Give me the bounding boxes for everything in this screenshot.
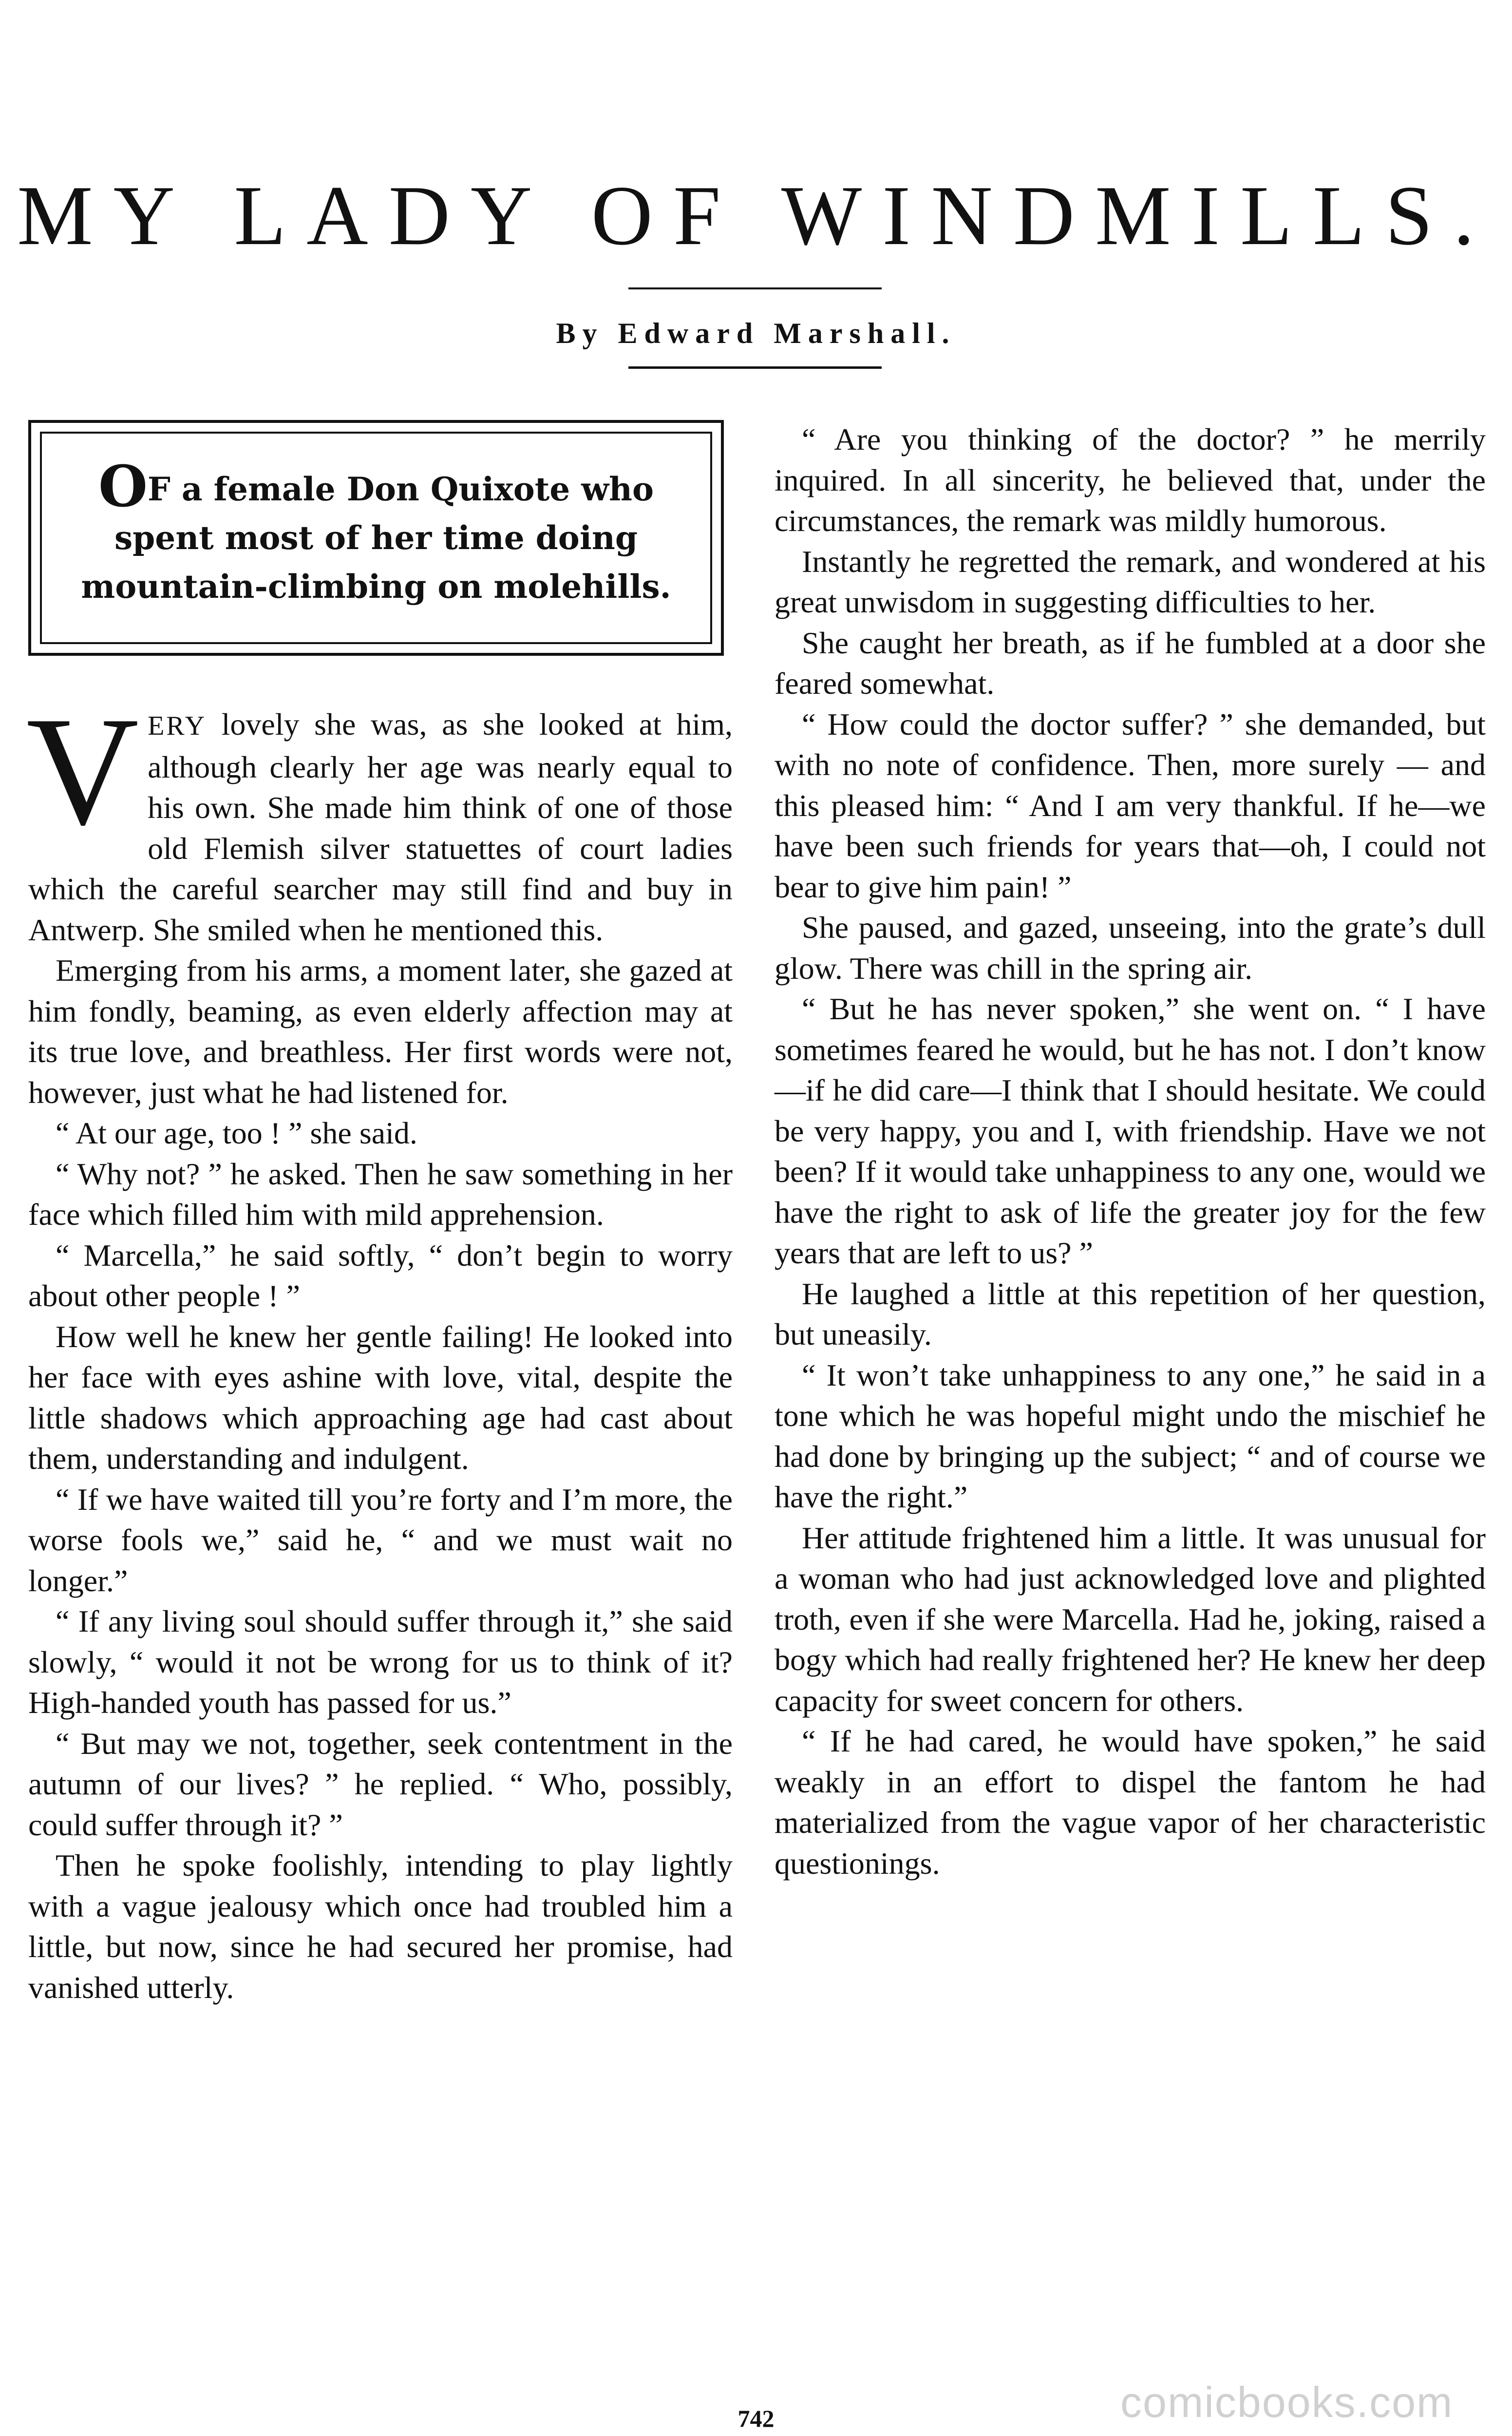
paragraph: She caught her breath, as if he fumbled at a door she feared somewhat. (775, 625, 1486, 701)
blurb-box (28, 420, 724, 656)
paragraph: “ If we have waited till you’re forty and I’m more, the worse fools we,” said he, “ and we must wait no longer.” (28, 1482, 733, 1598)
paragraph: How well he knew her gentle failing! He looked into her face with eyes ashine with love, vital, despite the little shadows which approaching age had cast about them, understanding and indulgent. (28, 1319, 733, 1476)
blurb-box-inner (40, 432, 712, 644)
opening-paragraph (26, 685, 733, 950)
byline: By Edward Marshall. (556, 317, 956, 349)
paragraph: “ Why not? ” he asked. Then he saw something in her face which filled him with mild apprehension. (28, 1156, 733, 1232)
page-number: 742 (737, 2405, 775, 2432)
drop-cap: V (26, 685, 139, 857)
title-rule (628, 287, 882, 289)
paragraph: “ Marcella,” he said softly, “ don’t begin to worry about other people ! ” (28, 1237, 733, 1313)
paragraph: “ If any living soul should suffer through it,” she said slowly, “ would it not be wrong for us to think of it? High-handed youth has passed for us.” (28, 1604, 733, 1720)
paragraph: Her attitude frightened him a little. It was unusual for a woman who had just acknowledged love and plighted troth, even if she were Marcella. Had he, joking, raised a bogy which had really frightened her? He knew her deep capacity for sweet concern for others. (775, 1520, 1486, 1718)
paragraph-text: lovely she was, as she looked at him, although clearly her age was nearly equal to his own. She made him think of one of those old Flemish silver statuettes of court ladies which the careful searcher may still find and buy in Antwerp. She smiled when he mentioned this. (28, 707, 733, 947)
paragraph: She paused, and gazed, unseeing, into the grate’s dull glow. There was chill in the spring air. (775, 910, 1486, 986)
paragraph: He laughed a little at this repetition of her question, but uneasily. (775, 1276, 1486, 1351)
paragraph: “ But he has never spoken,” she went on. “ I have sometimes feared he would, but he has not. I don’t know—if he did care—I think that I should hesitate. We could be very happy, you and I, with friendship. Have we not been? If it would take unhappiness to any one, would we have the right to ask of life the greater joy for the few years that are left to us? ” (775, 991, 1486, 1270)
blurb-initial: O (98, 454, 148, 520)
paragraph: Emerging from his arms, a moment later, she gazed at him fondly, beaming, as even elderly affection may at its true love, and breathless. Her first words were not, however, just what he had listened for. (28, 953, 733, 1110)
blurb-body: F a female Don Quixote who spent most of her time doing mountain-climbing on molehills. (81, 470, 671, 606)
left-column (26, 685, 733, 2008)
paragraph: “ Are you thinking of the doctor? ” he merrily inquired. In all sincerity, he believed that, under the circumstances, the remark was mildly humorous. (775, 422, 1486, 538)
blurb-text (42, 454, 710, 611)
first-word-rest: ERY (148, 711, 207, 741)
paragraph: “ How could the doctor suffer? ” she demanded, but with no note of confidence. Then, more surely — and this pleased him: “ And I am very thankful. If he—we have been such friends for years that—oh, I could not bear to give him pain! ” (775, 706, 1486, 904)
right-column (775, 419, 1486, 1884)
paragraph: Instantly he regretted the remark, and wondered at his great unwisdom in suggesting difficulties to her. (775, 544, 1486, 619)
story-title: MY LADY OF WINDMILLS. (17, 168, 1495, 263)
watermark: comicbooks.com (1120, 2378, 1454, 2426)
paragraph: “ It won’t take unhappiness to any one,” he said in a tone which he was hopeful might undo the mischief he had done by bringing up the subject; “ and of course we have the right.” (775, 1357, 1486, 1514)
paragraph: “ At our age, too ! ” she said. (56, 1116, 417, 1150)
byline-rule (628, 366, 882, 369)
paragraph: “ If he had cared, he would have spoken,” he said weakly in an effort to dispel the fantom he had materialized from the vague vapor of her characteristic questionings. (775, 1724, 1486, 1881)
paragraph: “ But may we not, together, seek contentment in the autumn of our lives? ” he replied. “ Who, possibly, could suffer through it? ” (28, 1726, 733, 1842)
paragraph: Then he spoke foolishly, intending to play lightly with a vague jealousy which once had troubled him a little, but now, since he had secured her promise, had vanished utterly. (28, 1848, 733, 2005)
